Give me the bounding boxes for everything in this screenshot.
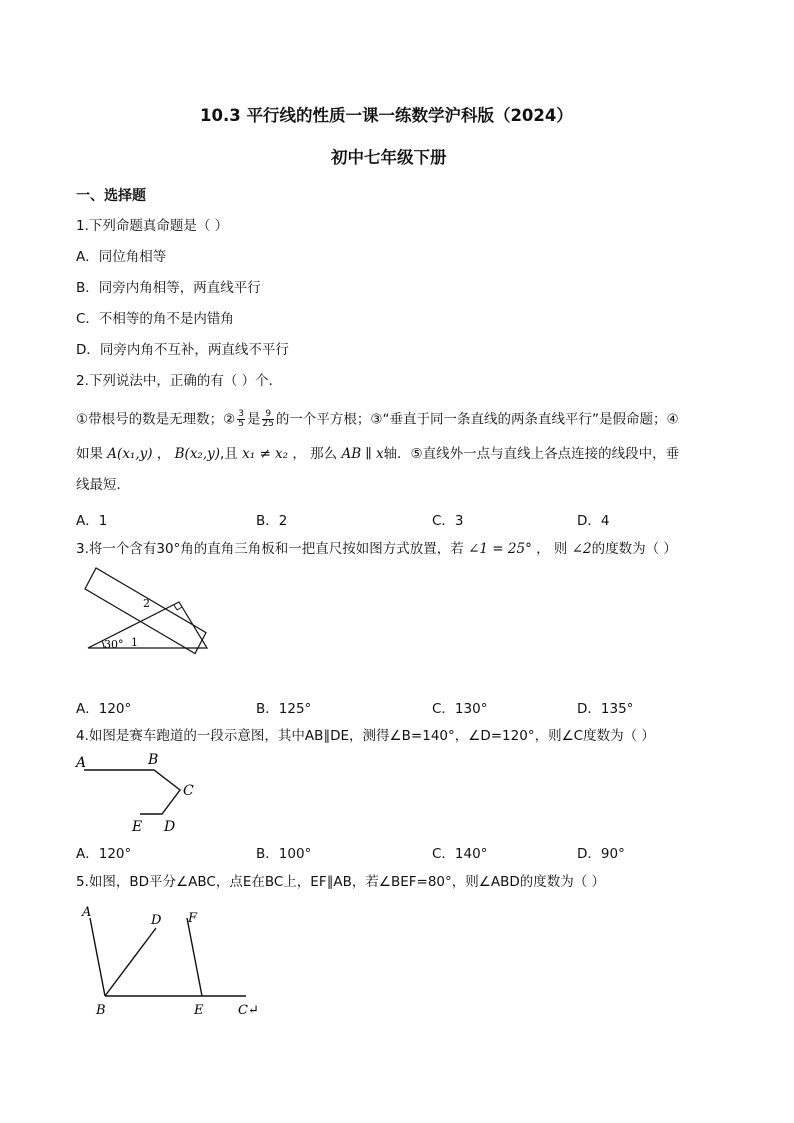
q2-fraction-3-5 [237, 410, 245, 429]
angle-2-label: 2 [143, 597, 150, 610]
q1-option-a: A．同位角相等 [76, 249, 167, 265]
angle-1-label: 1 [131, 636, 138, 649]
q2-math-neq: x₁ ≠ x₂ [242, 446, 289, 462]
q2-text-5: ， [152, 446, 175, 462]
q2-text-6: ,且 [220, 446, 243, 462]
angle-30-label: 30° [104, 638, 124, 651]
point-a-label: A [76, 755, 87, 771]
q3-option-d: D．135° [577, 701, 634, 717]
point-a-label: A [82, 905, 92, 920]
right-angle-mark [177, 607, 182, 610]
q3-option-c: C．130° [432, 701, 488, 717]
point-c-label: C [183, 783, 194, 799]
q3-stem [76, 541, 677, 557]
point-f-label: F [188, 911, 198, 926]
q2-option-b: B．2 [256, 513, 288, 529]
point-d-label: D [164, 819, 176, 835]
fraction-numerator: 9 [262, 410, 273, 420]
q3-option-a: A．120° [76, 701, 132, 717]
q1-option-c: C．不相等的角不是内错角 [76, 311, 234, 327]
point-b-label: B [148, 752, 159, 768]
document-title: 10.3 平行线的性质一课一练数学沪科版（2024） [200, 106, 573, 125]
point-e-label: E [132, 819, 143, 835]
q3-figure [76, 580, 216, 660]
fraction-denominator: 25 [262, 419, 274, 429]
q2-option-c: C．3 [432, 513, 464, 529]
q1-stem: 1.下列命题真命题是（ ） [76, 218, 229, 234]
q2-text-4: 如果 [76, 446, 108, 462]
fraction-denominator: 5 [238, 419, 244, 429]
q2-line1 [76, 410, 679, 429]
q3-option-b: B．125° [256, 701, 312, 717]
point-c-label: C↵ [238, 1003, 259, 1018]
q3-math-angle1: ∠1 = 25° [468, 541, 532, 557]
track-polyline [84, 770, 180, 814]
q2-text-8: 轴．⑤直线外一点与直线上各点连接的线段中，垂 [383, 446, 680, 462]
point-d-label: D [151, 913, 162, 928]
q2-math-a: A(x₁,y) [107, 446, 153, 462]
q4-option-d: D．90° [577, 846, 625, 862]
point-e-label: E [194, 1003, 204, 1018]
q5-stem: 5.如图，BD平分∠ABC，点E在BC上，EF∥AB，若∠BEF=80°，则∠ABD的度数为（ ） [76, 874, 606, 890]
segment-bd [105, 928, 156, 996]
q3-stem-a: 3.将一个含有30°角的直角三角板和一把直尺按如图方式放置，若 [76, 541, 469, 557]
q3-math-angle2: ∠2 [571, 541, 592, 557]
q1-option-b: B．同旁内角相等，两直线平行 [76, 280, 261, 296]
q2-option-a: A．1 [76, 513, 108, 529]
q2-text-2: 是 [246, 411, 261, 428]
right-angle-mark [174, 605, 177, 610]
q2-math-b: B(x₂,y) [174, 446, 221, 462]
q4-option-a: A．120° [76, 846, 132, 862]
document-subtitle: 初中七年级下册 [331, 148, 447, 167]
q2-line2 [76, 446, 679, 462]
q4-figure [76, 752, 206, 836]
q2-fraction-9-25 [262, 410, 273, 429]
point-b-label: B [96, 1003, 106, 1018]
q2-stem: 2.下列说法中，正确的有（ ）个． [76, 373, 283, 389]
q2-line3: 线最短． [76, 477, 130, 493]
q4-option-b: B．100° [256, 846, 312, 862]
q5-figure [76, 902, 276, 1020]
q2-text-7: ， 那么 [288, 446, 342, 462]
q4-stem: 4.如图是赛车跑道的一段示意图，其中AB∥DE，测得∠B=140°，∠D=120°，则∠C度数为（ ） [76, 728, 655, 744]
q3-stem-c: 的度数为（ ） [591, 541, 677, 557]
q2-option-d: D．4 [577, 513, 610, 529]
q4-option-c: C．140° [432, 846, 488, 862]
segment-ef [187, 918, 202, 996]
q2-text-3: 的一个平方根；③“垂直于同一条直线的两条直线平行”是假命题；④ [275, 411, 679, 428]
q1-option-d: D．同旁内角不互补，两直线不平行 [76, 342, 289, 358]
q2-text-1: ①带根号的数是无理数；② [76, 411, 236, 428]
q2-math-parallel: AB ∥ x [341, 446, 384, 462]
segment-ba [90, 918, 105, 996]
section-heading: 一、选择题 [76, 188, 146, 204]
q3-stem-b: ， 则 [531, 541, 572, 557]
fraction-numerator: 3 [238, 409, 244, 419]
